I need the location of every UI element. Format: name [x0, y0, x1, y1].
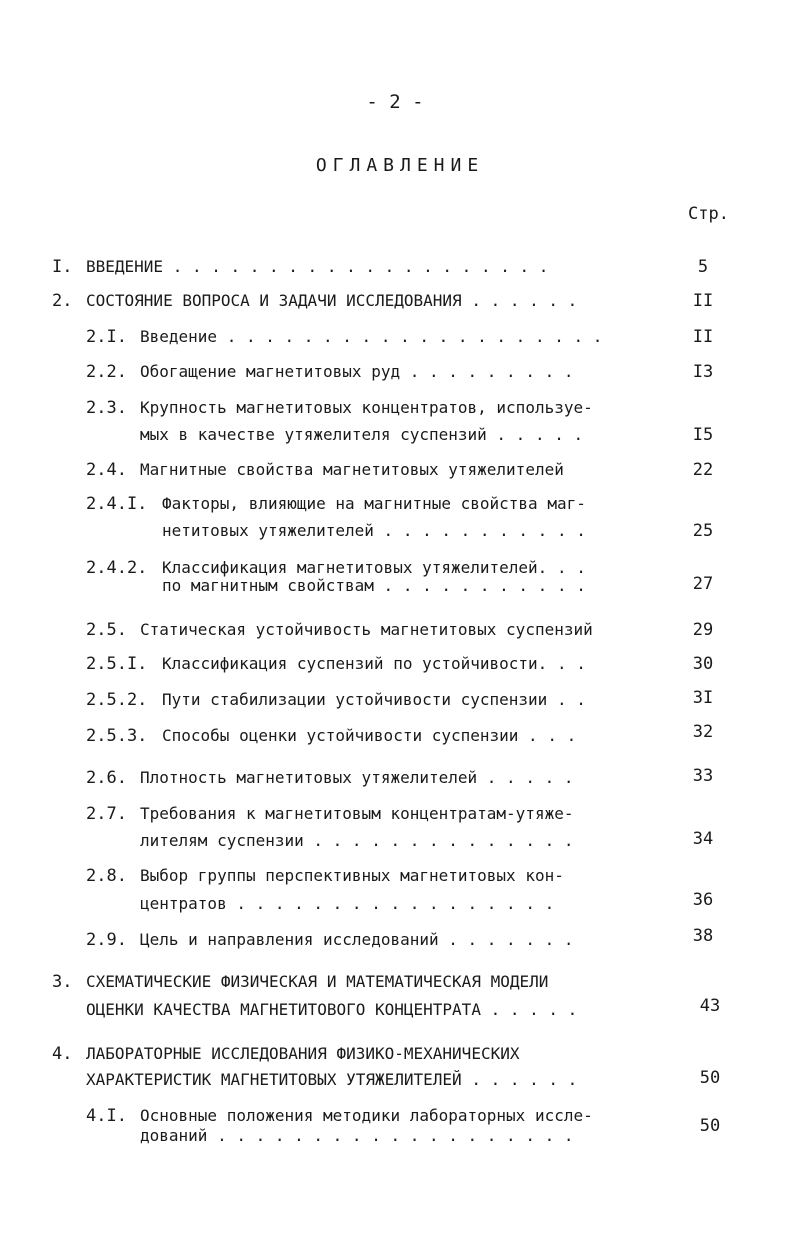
entry-page: 43 — [699, 996, 721, 1016]
entry-title: Классификация суспензий по устойчивости. . . — [162, 654, 586, 673]
entry-title-continued: ОЦЕНКИ КАЧЕСТВА МАГНЕТИТОВОГО КОНЦЕНТРАТА . . . . . — [86, 1000, 578, 1019]
entry-title: Крупность магнетитовых концентратов, используе- — [140, 398, 593, 417]
entry-number: 2.6. — [86, 768, 127, 788]
entry-title-continued: по магнитным свойствам . . . . . . . . . . . — [162, 576, 586, 595]
entry-title: Основные положения методики лабораторных иссле- — [140, 1106, 593, 1125]
entry-page: 50 — [699, 1068, 721, 1088]
entry-title: Требования к магнетитовым концентратам-утяже- — [140, 804, 574, 823]
entry-title-continued: ХАРАКТЕРИСТИК МАГНЕТИТОВЫХ УТЯЖЕЛИТЕЛЕЙ . . . . . . — [86, 1070, 578, 1089]
entry-number: 2.2. — [86, 362, 127, 382]
entry-number: 4.I. — [86, 1106, 127, 1126]
entry-page: I3 — [692, 362, 714, 382]
entry-title: ЛАБОРАТОРНЫЕ ИССЛЕДОВАНИЯ ФИЗИКО-МЕХАНИЧЕСКИХ — [86, 1044, 520, 1063]
entry-page: 25 — [692, 521, 714, 541]
entry-number: 2.5.2. — [86, 690, 148, 710]
page-number: - 2 - — [366, 91, 424, 113]
entry-title-continued: центратов . . . . . . . . . . . . . . . . . — [140, 894, 555, 913]
entry-title: Способы оценки устойчивости суспензии . . . — [162, 726, 577, 745]
entry-title-continued: мых в качестве утяжелителя суспензий . . . . . — [140, 425, 584, 444]
entry-number: 2.8. — [86, 866, 127, 886]
entry-number: 2.5. — [86, 620, 127, 640]
entry-number: 2.4.2. — [86, 558, 148, 578]
entry-page: 22 — [692, 460, 714, 480]
entry-page: 29 — [692, 620, 714, 640]
entry-title-continued: лителям суспензии . . . . . . . . . . . . . . — [140, 831, 574, 850]
entry-title: Классификация магнетитовых утяжелителей. . . — [162, 558, 586, 577]
entry-title: Цель и направления исследований . . . . . . . — [140, 930, 574, 949]
entry-title: Статическая устойчивость магнетитовых суспензий — [140, 620, 593, 639]
entry-page: 34 — [692, 829, 714, 849]
entry-title: Введение . . . . . . . . . . . . . . . . . . . . — [140, 327, 603, 346]
page-column-header: Стр. — [688, 204, 729, 224]
entry-number: I. — [52, 257, 73, 277]
entry-title: ВВЕДЕНИЕ . . . . . . . . . . . . . . . . . . . . — [86, 257, 549, 276]
entry-page: 50 — [699, 1116, 721, 1136]
entry-number: 2. — [52, 291, 73, 311]
entry-page: 5 — [697, 257, 709, 277]
entry-title-continued: дований . . . . . . . . . . . . . . . . . . . — [140, 1126, 574, 1145]
entry-title: Магнитные свойства магнетитовых утяжелителей — [140, 460, 564, 479]
entry-title: СОСТОЯНИЕ ВОПРОСА И ЗАДАЧИ ИССЛЕДОВАНИЯ . . . . . . — [86, 291, 578, 310]
entry-number: 2.7. — [86, 804, 127, 824]
entry-number: 2.I. — [86, 327, 127, 347]
entry-number: 2.5.3. — [86, 726, 148, 746]
entry-number: 2.3. — [86, 398, 127, 418]
entry-title: Плотность магнетитовых утяжелителей . . . . . — [140, 768, 574, 787]
entry-number: 2.4.I. — [86, 494, 148, 514]
entry-page: 3I — [692, 688, 714, 708]
entry-title: Пути стабилизации устойчивости суспензии . . — [162, 690, 586, 709]
entry-number: 2.5.I. — [86, 654, 148, 674]
entry-title: СХЕМАТИЧЕСКИЕ ФИЗИЧЕСКАЯ И МАТЕМАТИЧЕСКАЯ МОДЕЛИ — [86, 972, 549, 991]
toc-heading: ОГЛАВЛЕНИЕ — [315, 155, 485, 176]
entry-page: 33 — [692, 766, 714, 786]
entry-title-continued: нетитовых утяжелителей . . . . . . . . . . . — [162, 521, 586, 540]
entry-number: 2.4. — [86, 460, 127, 480]
entry-page: 27 — [692, 574, 714, 594]
entry-page: II — [692, 327, 714, 347]
entry-number: 3. — [52, 972, 73, 992]
entry-title: Факторы, влияющие на магнитные свойства маг- — [162, 494, 586, 513]
entry-page: I5 — [692, 425, 714, 445]
entry-number: 2.9. — [86, 930, 127, 950]
entry-number: 4. — [52, 1044, 73, 1064]
entry-title: Обогащение магнетитовых руд . . . . . . . . . — [140, 362, 574, 381]
entry-title: Выбор группы перспективных магнетитовых кон- — [140, 866, 564, 885]
entry-page: 30 — [692, 654, 714, 674]
entry-page: 36 — [692, 890, 714, 910]
entry-page: II — [692, 291, 714, 311]
entry-page: 38 — [692, 926, 714, 946]
entry-page: 32 — [692, 722, 714, 742]
